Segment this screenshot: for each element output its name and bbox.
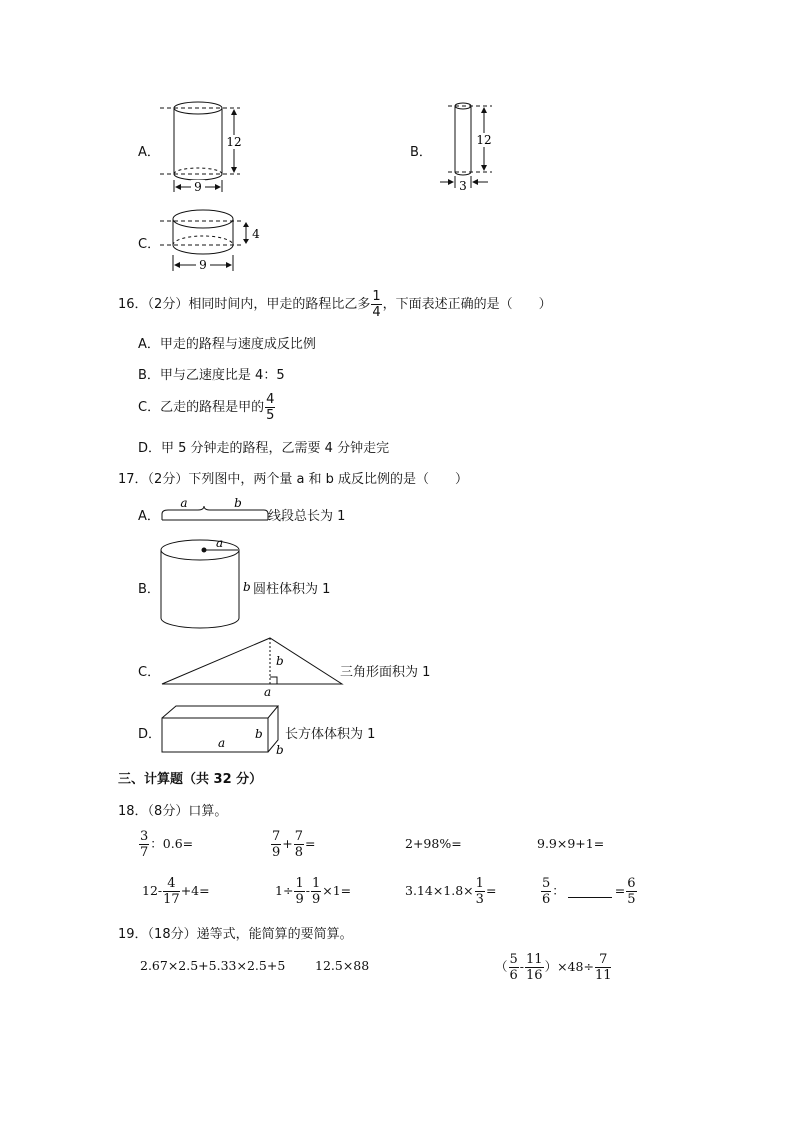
q18-r2-c2: 1÷ $\frac{1}{9}$ - $\frac{1}{9}$ ×1= xyxy=(275,876,352,907)
q15-c-height-label: 4 xyxy=(252,227,260,241)
q18-r1-c4: 9.9×9+1= xyxy=(537,836,605,851)
q16-option-c: C．乙走的路程是甲的 $\frac{4}{5}$ xyxy=(138,392,275,423)
q15-option-c-label: C． xyxy=(138,237,161,252)
q17-option-d-label: D． xyxy=(138,727,162,742)
q18-r1-c3: 2+98%= xyxy=(405,836,462,851)
q17-option-b-label: B． xyxy=(138,582,160,597)
q17-option-a-figure xyxy=(158,494,273,526)
svg-text:a: a xyxy=(264,685,272,699)
q15-b-width-label: 3 xyxy=(459,179,467,193)
section-3-title: 三、计算题（共 32 分） xyxy=(118,772,263,787)
svg-text:b: b xyxy=(234,496,242,510)
q17-stem: 17．（2分）下列图中，两个量 a 和 b 成反比例的是（ ） xyxy=(118,472,469,487)
q17-option-d-caption: 长方体体积为 1 xyxy=(285,727,376,742)
q16-stem-fraction: $\frac{1}{4}$ xyxy=(372,289,381,320)
svg-text:b: b xyxy=(276,743,284,757)
q18-r1-c2: $\frac{7}{9}$ + $\frac{7}{8}$ = xyxy=(272,829,316,860)
q17-option-c-caption: 三角形面积为 1 xyxy=(340,665,431,680)
q15-option-b-figure xyxy=(438,100,508,194)
q18-stem: 18．（8分）口算。 xyxy=(118,804,228,819)
q15-a-width-label: 9 xyxy=(194,180,202,194)
svg-text:b: b xyxy=(276,654,284,668)
q15-option-a-label: A． xyxy=(138,145,160,160)
q16-option-d: D．甲 5 分钟走的路程，乙需要 4 分钟走完 xyxy=(138,441,390,456)
q18-r2-c3: 3.14×1.8× $\frac{1}{3}$ = xyxy=(405,876,497,907)
q15-b-height-label: 12 xyxy=(476,133,492,147)
q19-stem: 19．（18分）递等式，能简算的要简算。 xyxy=(118,927,353,942)
q17-option-c-label: C． xyxy=(138,665,161,680)
q19-expr-3: （ $\frac{5}{6}$ - $\frac{11}{16}$ ）×48÷ $\frac{7}{11}$ xyxy=(495,952,612,983)
svg-text:a: a xyxy=(216,536,224,550)
q19-expr-2: 12.5×88 xyxy=(315,958,370,973)
q16-option-a: A．甲走的路程与速度成反比例 xyxy=(138,337,316,352)
q17-option-b-caption: 圆柱体积为 1 xyxy=(253,582,331,597)
q17-option-d-figure xyxy=(158,702,286,758)
q16-option-b: B．甲与乙速度比是 4：5 xyxy=(138,368,285,383)
q15-option-a-figure xyxy=(158,100,258,200)
q15-c-width-label: 9 xyxy=(199,258,207,272)
q16-stem: 16．（2分）相同时间内，甲走的路程比乙多 $\frac{1}{4}$ ，下面表述正确的是（ ） xyxy=(118,289,552,320)
svg-text:a: a xyxy=(218,736,226,750)
q17-option-c-figure xyxy=(158,634,348,698)
q17-option-b-figure xyxy=(158,538,250,630)
q17-option-a-label: A． xyxy=(138,509,160,524)
answer-blank[interactable] xyxy=(568,885,612,898)
q15-option-b-label: B． xyxy=(410,145,432,160)
q18-r2-c4: $\frac{5}{6}$ ： = $\frac{6}{5}$ xyxy=(542,876,636,907)
q18-r2-c1: 12- $\frac{4}{17}$ +4= xyxy=(142,876,210,907)
q15-a-height-label: 12 xyxy=(226,135,242,149)
q17-option-a-caption: 线段总长为 1 xyxy=(268,509,346,524)
q18-r1-c1: $\frac{3}{7}$ ：0.6= xyxy=(140,829,194,860)
q15-option-c-figure xyxy=(158,205,258,277)
svg-text:a: a xyxy=(180,496,188,510)
svg-text:b: b xyxy=(255,727,263,741)
q19-expr-1: 2.67×2.5+5.33×2.5+5 xyxy=(140,958,286,973)
q16-option-c-fraction: $\frac{4}{5}$ xyxy=(266,392,275,423)
svg-text:b: b xyxy=(243,580,251,594)
